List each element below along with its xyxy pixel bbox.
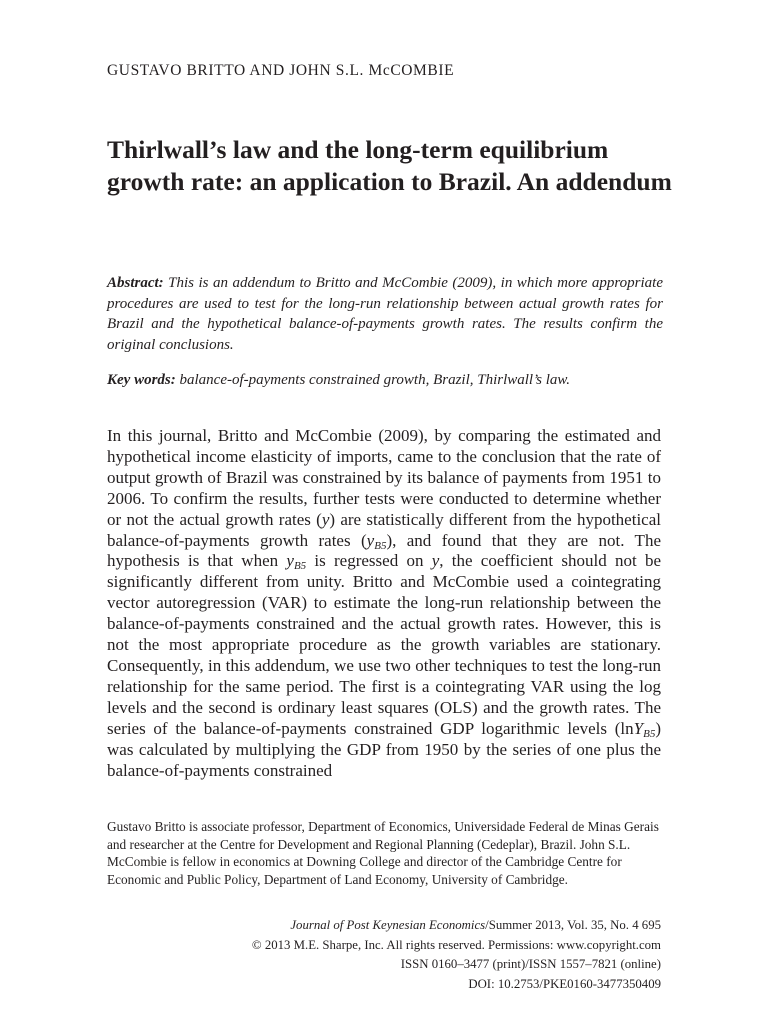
author-footnote: Gustavo Britto is associate professor, Department of Economics, Universidade Federal de Minas Gerais and researcher at the Centre for Development and Regional Planning (Cedeplar), Brazil. John S.L. McCombie is fellow in economics at Downing College and director of the Cambridge Centre for Economic and Public Policy, Department of Land Economy, University of Cambridge. — [107, 819, 659, 887]
var-y-b5: y — [366, 530, 375, 550]
var-y: y — [321, 509, 330, 529]
subscript-b5: B5 — [293, 560, 307, 573]
running-header-authors: GUSTAVO BRITTO AND JOHN S.L. McCOMBIE — [107, 62, 455, 79]
copyright-line: © 2013 M.E. Sharpe, Inc. All rights reserved. Permissions: www.copyright.com — [251, 937, 661, 952]
keywords — [107, 370, 663, 391]
abstract-text: This is an addendum to Britto and McCombie (2009), in which more appropriate procedures are used to test for the long-run relationship between actual growth rates for Brazil and the hypothetical balance-of-payments growth rates. The results confirm the original conclusions. — [107, 275, 664, 353]
body-text-1: In this journal, Britto and McCombie (2009), by comparing the estimated and hypothetical income elasticity of imports, came to the conclusion that the rate of output growth of Brazil was constrained by its balance of payments from 1951 to 2006. To confirm the results, further tests were conducted to determine whether or not the actual growth rates ( — [107, 426, 661, 529]
issn-line: ISSN 0160–3477 (print)/ISSN 1557–7821 (online) — [400, 957, 661, 972]
subscript-b5: B5 — [643, 727, 656, 740]
var-y: y — [431, 551, 440, 571]
journal-issue: /Summer 2013, Vol. 35, No. 4 695 — [485, 918, 661, 932]
var-y-b5: y — [286, 551, 294, 571]
journal-name: Journal of Post Keynesian Economics — [290, 918, 486, 932]
body-text-2: ) are statistically different from the hypothetical balance-of-payments growth rates ( — [107, 509, 661, 550]
keywords-label: Key words: — [107, 372, 176, 388]
abstract-label: Abstract: — [107, 275, 164, 291]
article-title: Thirlwall’s law and the long-term equilibrium growth rate: an application to Brazil. An addendum — [107, 135, 672, 196]
keywords-text: balance-of-payments constrained growth, Brazil, Thirlwall’s law. — [179, 372, 571, 388]
doi-line: DOI: 10.2753/PKE0160-3477350409 — [468, 976, 661, 991]
journal-line — [105, 916, 661, 936]
var-Y-b5: Y — [633, 718, 644, 738]
body-paragraph — [107, 426, 661, 781]
publication-footer — [105, 916, 661, 994]
abstract — [107, 273, 663, 355]
body-text-3: ), and found that they are not. The hypothesis is that when — [107, 530, 661, 571]
body-text-6: ) was calculated by multiplying the GDP from 1950 by the series of one plus the balance-of-payments constrained — [107, 718, 661, 780]
body-text-5: , the coefficient should not be significantly different from unity. Britto and McCombie used a cointegrating vector autoregression (VAR) to estimate the long-run relationship between the balance-of-payments constrained and the actual growth rates. However, this is not the most appropriate procedure as the growth variables are stationary. Consequently, in this addendum, we use two other techniques to test the long-run relationship for the same period. The first is a cointegrating VAR using the log levels and the second is ordinary least squares (OLS) and the growth rates. The series of the balance-of-payments constrained GDP logarithmic levels (ln — [107, 551, 661, 738]
subscript-b5: B5 — [374, 539, 387, 552]
body-text-4: is regressed on — [306, 551, 432, 571]
